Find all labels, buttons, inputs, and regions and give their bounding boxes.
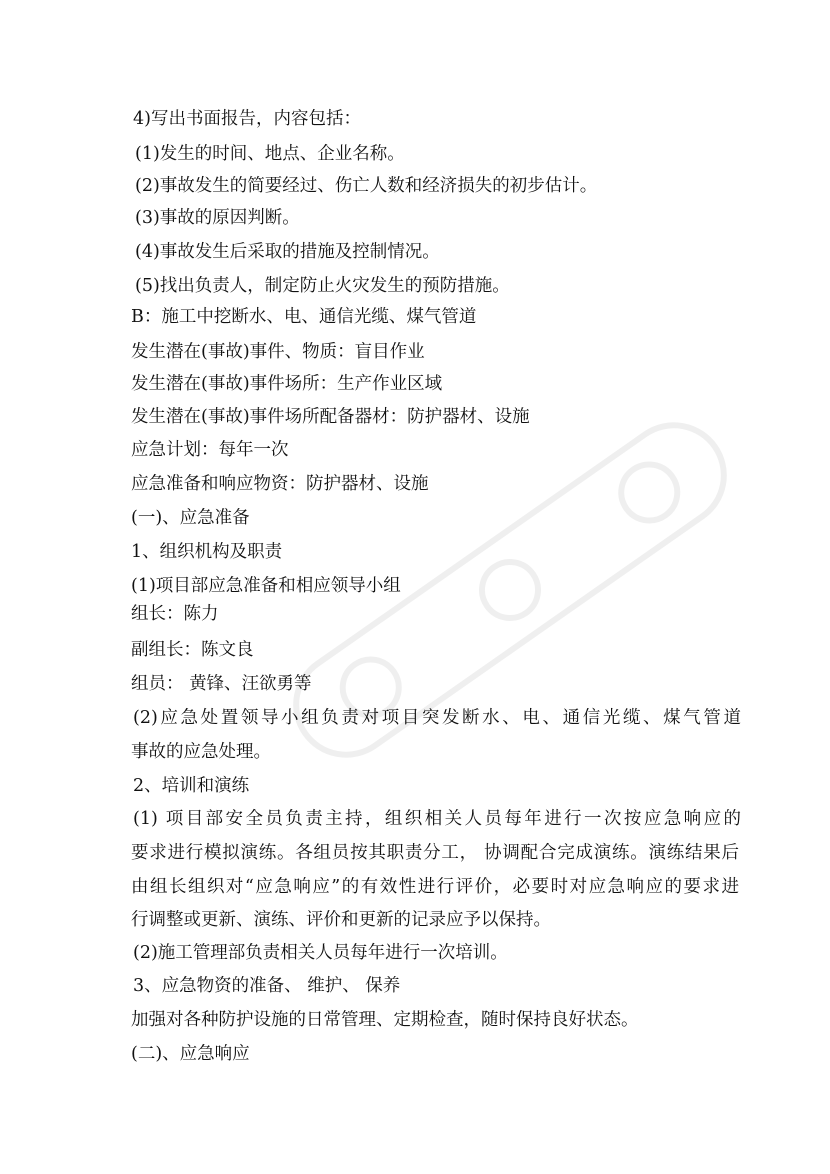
text-line: (5)找出负责人，制定防止火灾发生的预防措施。 [135, 276, 510, 296]
section-heading: (一)、应急准备 [131, 508, 250, 528]
text-line: 发生潜在(事故)事件场所配备器材：防护器材、设施 [131, 407, 530, 427]
text-line: (2)施工管理部负责相关人员每年进行一次培训。 [133, 943, 508, 963]
subsection-heading: 2、培训和演练 [133, 776, 250, 796]
text-line: B：施工中挖断水、电、通信光缆、煤气管道 [131, 307, 477, 327]
text-line: 组员： 黄锋、汪欲勇等 [131, 674, 312, 694]
section-heading: (二)、应急响应 [131, 1044, 250, 1064]
text-line: (1) 项目部安全员负责主持，组织相关人员每年进行一次按应急响应的 [133, 809, 741, 829]
text-line: 应急计划：每年一次 [131, 440, 289, 460]
text-line: 应急准备和响应物资：防护器材、设施 [131, 474, 429, 494]
text-line: 事故的应急处理。 [131, 742, 271, 762]
subsection-heading: 3、应急物资的准备、 维护、 保养 [133, 976, 401, 996]
text-line: 要求进行模拟演练。各组员按其职责分工， 协调配合完成演练。演练结果后 [131, 843, 739, 863]
text-line: 发生潜在(事故)事件、物质：盲目作业 [131, 342, 425, 362]
text-line: (4)事故发生后采取的措施及控制情况。 [135, 242, 440, 262]
subsection-heading: 1、组织机构及职责 [131, 542, 283, 562]
text-line: (1)项目部应急准备和相应领导小组 [131, 576, 401, 596]
text-line: (1)发生的时间、地点、企业名称。 [135, 144, 405, 164]
text-line: 由组长组织对“应急响应”的有效性进行评价，必要时对应急响应的要求进 [131, 877, 739, 897]
text-line: 加强对各种防护设施的日常管理、定期检查，随时保持良好状态。 [131, 1010, 639, 1030]
text-line: 副组长：陈文良 [131, 640, 254, 660]
text-line: (3)事故的原因判断。 [135, 208, 300, 228]
text-line: (2)应急处置领导小组负责对项目突发断水、电、通信光缆、煤气管道 [133, 708, 741, 728]
text-line: 行调整或更新、演练、评价和更新的记录应予以保持。 [131, 910, 551, 930]
text-line: 发生潜在(事故)事件场所：生产作业区域 [131, 374, 443, 394]
text-line: 4)写出书面报告，内容包括： [133, 109, 361, 129]
text-line: (2)事故发生的简要经过、伤亡人数和经济损失的初步估计。 [135, 176, 598, 196]
text-line: 组长：陈力 [131, 604, 219, 624]
